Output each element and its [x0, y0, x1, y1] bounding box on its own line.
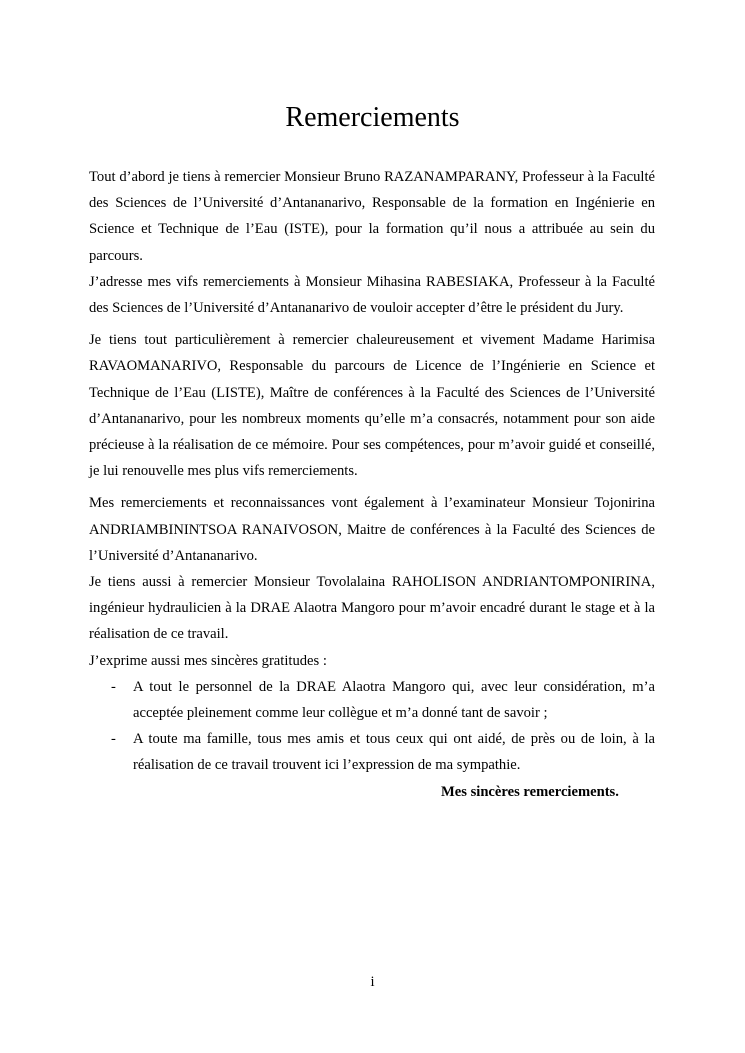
page-title: Remerciements — [285, 102, 460, 133]
list-item-text: A toute ma famille, tous mes amis et tous ceux qui ont aidé, de près ou de loin, à la réalisation de ce travail trouvent ici l’expression de ma sympathie. — [133, 731, 655, 774]
paragraph-jury-president: J’adresse mes vifs remerciements à Monsieur Mihasina RABESIAKA, Professeur à la Faculté des Sciences de l’Université d’Antananarivo de vouloir accepter d’être le président du Jury. — [89, 273, 655, 317]
paragraph-internship-supervisor: Je tiens aussi à remercier Monsieur Tovolalaina RAHOLISON ANDRIANTOMPONIRINA, ingénieur hydraulicien à la DRAE Alaotra Mangoro pour m’avoir encadré durant le stage et à la réalisation de ce travail. — [89, 574, 655, 643]
list-item — [89, 726, 655, 778]
list-dash-marker: - — [111, 731, 116, 748]
list-item — [89, 674, 655, 726]
document-body — [89, 164, 655, 805]
page-number: i — [370, 974, 375, 990]
paragraph-examiner: Mes remerciements et reconnaissances vont également à l’examinateur Monsieur Tojonirina ANDRIAMBININTSOA RANAIVOSON, Maitre de conférences à la Faculté des Sciences de l’Université d’Antananarivo. — [89, 495, 655, 564]
list-item-text: A tout le personnel de la DRAE Alaotra Mangoro qui, avec leur considération, m’a acceptée pleinement comme leur collègue et m’a donné tant de savoir ; — [133, 678, 655, 722]
paragraph-supervisor: Je tiens tout particulièrement à remercier chaleureusement et vivement Madame Harimisa RAVAOMANARIVO, Responsable du parcours de Licence de l’Ingénierie en Science et Technique de l’Eau (LISTE), Maître de conférences à la Faculté des Sciences de l’Université d’Antananarivo, pour les nombreux moments qu’elle m’a consacrés, notamment pour son aide précieuse à la réalisation de ce mémoire. Pour ses compétences, pour m’avoir guidé et conseillé, je lui renouvelle mes plus vifs remerciements. — [89, 332, 655, 480]
paragraph-gratitude-intro: J’exprime aussi mes sincères gratitudes : — [89, 652, 327, 669]
gratitude-list — [89, 674, 655, 779]
paragraph-intro: Tout d’abord je tiens à remercier Monsieur Bruno RAZANAMPARANY, Professeur à la Faculté des Sciences de l’Université d’Antananarivo, Responsable de la formation en Ingénierie en Science et Technique de l’Eau (ISTE), pour la formation qu’il nous a attribuée au sein du parcours. — [89, 169, 655, 264]
list-dash-marker: - — [111, 678, 116, 695]
signoff: Mes sincères remerciements. — [441, 783, 619, 800]
